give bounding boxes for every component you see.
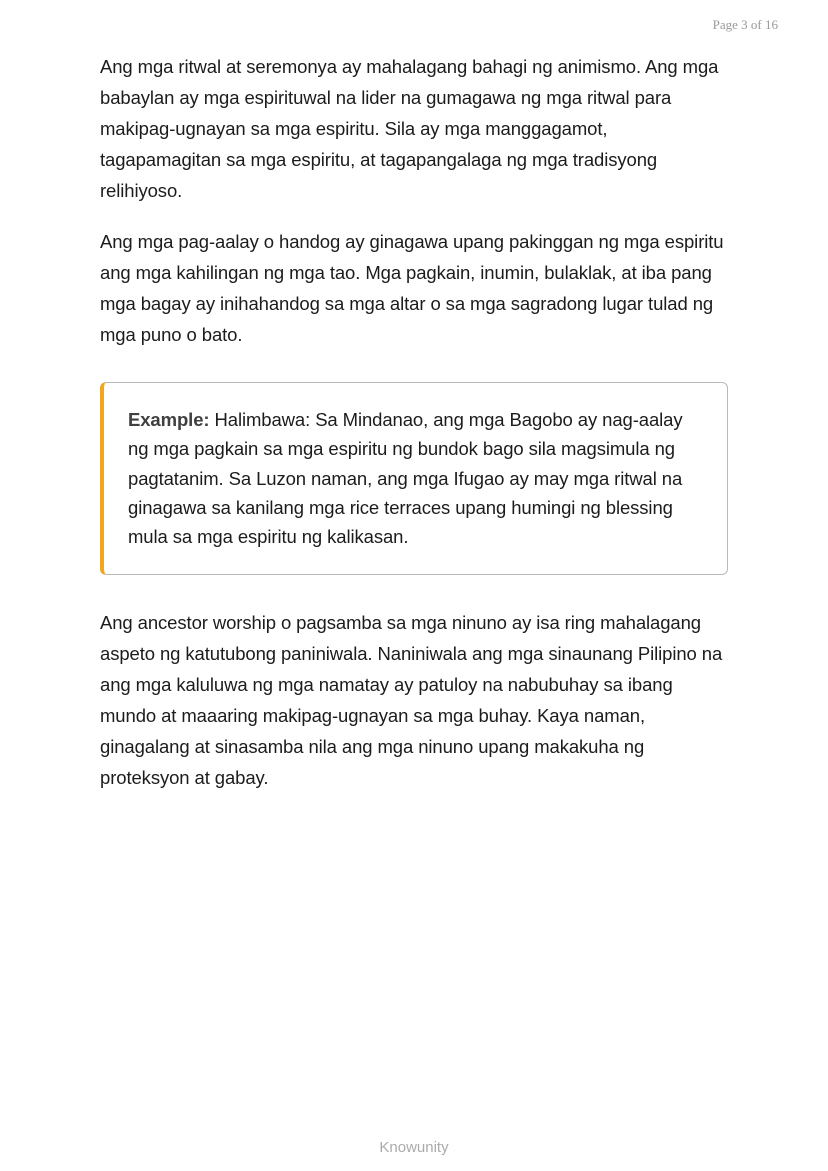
- example-paragraph: [128, 405, 705, 551]
- paragraph-ancestor-worship: Ang ancestor worship o pagsamba sa mga ninuno ay isa ring mahalagang aspeto ng katutubong paniniwala. Naniniwala ang mga sinaunang Pilipino na ang mga kaluluwa ng mga namatay ay patuloy na nabubuhay sa ibang mundo at maaaring makipag-ugnayan sa mga buhay. Kaya naman, ginagalang at sinasamba nila ang mga ninuno upang makakuha ng proteksyon at gabay.: [100, 612, 723, 789]
- paragraph-offerings: Ang mga pag-aalay o handog ay ginagawa upang pakinggan ng mga espiritu ang mga kahilingan ng mga tao. Mga pagkain, inumin, bulaklak, at iba pang mga bagay ay inihahandog sa mga altar o sa mga sagradong lugar tulad ng mga puno o bato.: [100, 231, 724, 345]
- example-label: Example:: [128, 409, 210, 430]
- footer-brand: Knowunity: [379, 1139, 449, 1156]
- paragraph-rituals: Ang mga ritwal at seremonya ay mahalagang bahagi ng animismo. Ang mga babaylan ay mga espirituwal na lider na gumagawa ng mga ritwal para makipag-ugnayan sa mga espiritu. Sila ay mga manggagamot, tagapamagitan sa mga espiritu, at tagapangalaga ng mga tradisyong relihiyoso.: [100, 56, 719, 201]
- example-text: Halimbawa: Sa Mindanao, ang mga Bagobo ay nag-aalay ng mga pagkain sa mga espiritu ng bundok bago sila magsimula ng pagtatanim. Sa Luzon naman, ang mga Ifugao ay may mga ritwal na ginagawa sa kanilang mga rice terraces upang humingi ng blessing mula sa mga espiritu ng kalikasan.: [128, 409, 683, 548]
- page-number: Page 3 of 16: [712, 17, 778, 32]
- example-callout: [100, 382, 728, 575]
- document-body: [100, 51, 730, 793]
